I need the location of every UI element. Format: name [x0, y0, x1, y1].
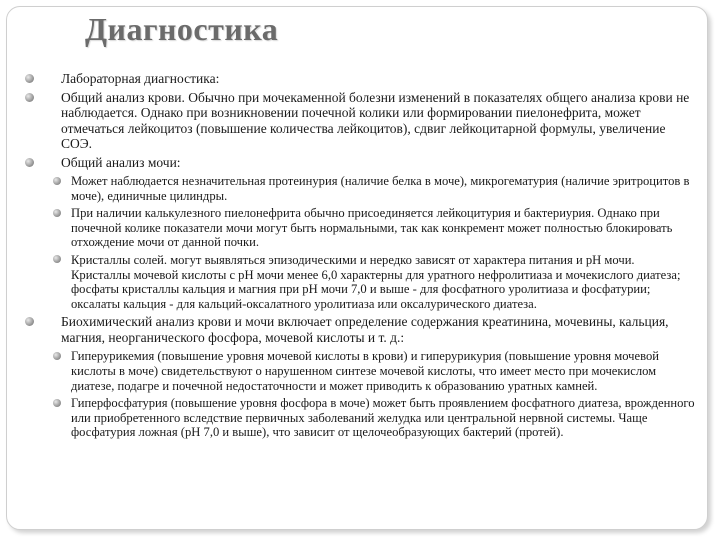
sub-list-item-text: Может наблюдается незначительная протеинурия (наличие белка в моче), микрогематурия (наличие эритроцитов в моче), единичные цилиндры.	[71, 174, 690, 203]
bullet-icon	[53, 209, 61, 217]
sub-list-item	[39, 253, 695, 311]
slide	[6, 6, 708, 530]
sub-list-item-text: При наличии калькулезного пиелонефрита обычно присоединяется лейкоцитурия и бактериурия. Однако при почечной колике показатели мочи могут быть нормальными, так как конкремент может полностью блокировать отхождение мочи от данной почки.	[71, 206, 673, 250]
sub-list	[39, 174, 695, 311]
list-item	[25, 71, 695, 87]
bullet-list	[25, 71, 695, 443]
list-item	[25, 90, 695, 152]
sub-list	[39, 349, 695, 440]
list-item-text: Общий анализ мочи:	[61, 154, 181, 170]
sub-list-item-text: Кристаллы солей. могут выявляться эпизодическими и нередко зависят от характера питания и рН мочи. Кристаллы мочевой кислоты с рН мочи менее 6,0 характерны для уратного нефролитиаза и мочекислого диатеза; фосфаты кристаллы кальция и магния при рН мочи 7,0 и выше - для фосфатного уролитиаза и фосфатурии; оксалаты кальция - для кальций-оксалатного уролитиаза или оксалурического диатеза.	[71, 252, 681, 311]
list-item	[25, 314, 695, 440]
sub-list-item-text: Гиперфосфатурия (повышение уровня фосфора в моче) может быть проявлением фосфатного диатеза, врожденного или приобретенного вследствие первичных заболеваний желудка или центральной нервной системы. Чаще фосфатурия ложная (рН 7,0 и выше), что зависит от щелочеобразующих бактерий (протей).	[71, 396, 695, 440]
slide-title: Диагностика	[85, 11, 279, 47]
bullet-icon	[53, 399, 61, 407]
sub-list-item	[39, 174, 695, 203]
bullet-icon	[25, 74, 34, 83]
sub-list-item	[39, 206, 695, 250]
bullet-icon	[53, 352, 61, 360]
sub-list-item	[39, 396, 695, 440]
list-item-text: Общий анализ крови. Обычно при мочекаменной болезни изменений в показателях общего анализа крови не наблюдается. Однако при возникновении почечной колики или формировании пиелонефрита, может отмечаться лейкоцитоз (повышение количества лейкоцитов), сдвиг лейкоцитарной формулы, увеличение СОЭ.	[61, 89, 690, 151]
sub-list-item-text: Гиперурикемия (повышение уровня мочевой кислоты в крови) и гиперурикурия (повышение уровня мочевой кислоты в моче) свидетельствуют о нарушенном синтезе мочевой кислоты, что имеет место при мочекислом диатезе, подагре и почечной недостаточности и может приводить к образованию уратных камней.	[71, 349, 659, 393]
list-item	[25, 155, 695, 312]
list-item-text: Лабораторная диагностика:	[61, 71, 220, 86]
bullet-icon	[25, 317, 34, 326]
bullet-icon	[25, 93, 34, 102]
list-item-text: Биохимический анализ крови и мочи включает определение содержания креатинина, мочевины, кальция, магния, неорганического фосфора, мочевой кислоты и т. д.:	[61, 314, 669, 345]
bullet-icon	[53, 255, 61, 263]
bullet-icon	[53, 177, 61, 185]
bullet-icon	[25, 158, 34, 167]
sub-list-item	[39, 349, 695, 393]
